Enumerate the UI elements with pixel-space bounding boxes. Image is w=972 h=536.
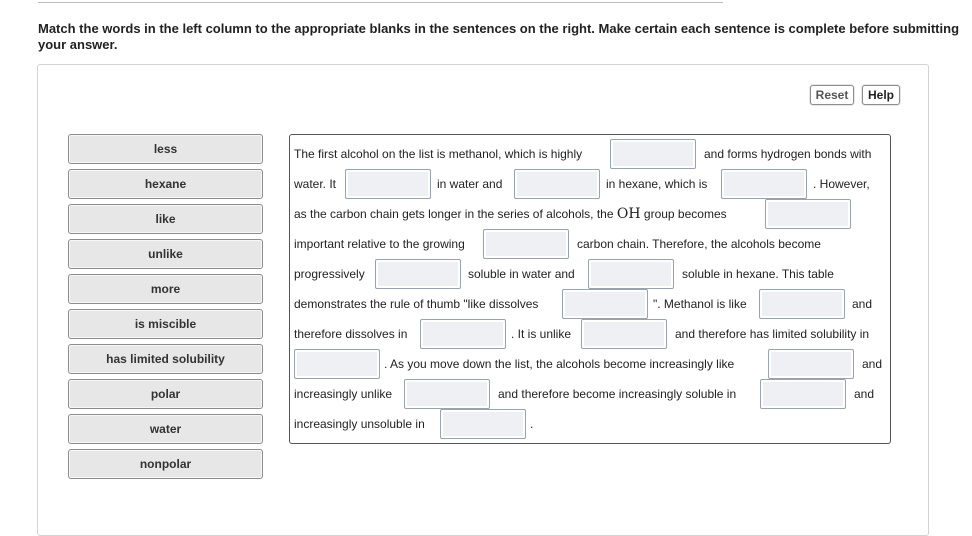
sentence-text: in water and (437, 177, 503, 191)
sentence-text: and (852, 297, 873, 311)
sentence-text: and (862, 357, 883, 371)
word-tile-water[interactable]: water (68, 414, 263, 444)
sentence-text: increasingly unlike (294, 387, 393, 401)
sentence-text: . It is unlike (511, 327, 572, 341)
sentence-text: therefore dissolves in (294, 327, 408, 341)
drop-target-9[interactable] (562, 289, 648, 319)
drop-target-3[interactable] (514, 169, 600, 199)
sentence-text: as the carbon chain gets longer in the series of alcohols, the OH group becomes (294, 206, 727, 222)
sentence-text: and (854, 387, 875, 401)
reset-button[interactable]: Reset (810, 85, 854, 105)
drop-target-7[interactable] (375, 259, 461, 289)
help-button[interactable]: Help (862, 85, 900, 105)
sentence-text: important relative to the growing (294, 237, 465, 251)
drop-target-17[interactable] (440, 409, 526, 439)
drop-target-13[interactable] (294, 349, 380, 379)
sentence-text: demonstrates the rule of thumb "like dissolves (294, 297, 539, 311)
drop-target-16[interactable] (760, 379, 846, 409)
drop-target-12[interactable] (581, 319, 667, 349)
sentence-text: soluble in water and (468, 267, 575, 281)
instructions-text: Match the words in the left column to the appropriate blanks in the sentences on the right. Make certain each sentence is complete before submitting your answer. (38, 21, 960, 52)
drop-target-8[interactable] (588, 259, 674, 289)
drop-target-11[interactable] (420, 319, 506, 349)
sentence-text: . (530, 417, 534, 431)
sentence-text: and therefore become increasingly soluble in (498, 387, 737, 401)
sentence-text: water. It (294, 177, 337, 191)
drop-target-2[interactable] (345, 169, 431, 199)
word-tile-polar[interactable]: polar (68, 379, 263, 409)
sentence-text: progressively (294, 267, 365, 281)
sentence-text: and forms hydrogen bonds with (704, 147, 872, 161)
drop-target-6[interactable] (483, 229, 569, 259)
sentence-text: The first alcohol on the list is methanol, which is highly (294, 147, 583, 161)
word-tile-like[interactable]: like (68, 204, 263, 234)
sentence-text: . However, (813, 177, 870, 191)
sentence-text: increasingly unsoluble in (294, 417, 425, 431)
drop-target-15[interactable] (404, 379, 490, 409)
sentence-text: carbon chain. Therefore, the alcohols become (577, 237, 821, 251)
drop-target-14[interactable] (768, 349, 854, 379)
word-tile-hexane[interactable]: hexane (68, 169, 263, 199)
drop-target-10[interactable] (759, 289, 845, 319)
word-tile-less[interactable]: less (68, 134, 263, 164)
drop-target-1[interactable] (610, 139, 696, 169)
word-tile-more[interactable]: more (68, 274, 263, 304)
sentence-text: . As you move down the list, the alcohols become increasingly like (384, 357, 735, 371)
sentence-text: in hexane, which is (606, 177, 708, 191)
oh-group-label: OH (616, 206, 641, 222)
drop-target-4[interactable] (721, 169, 807, 199)
word-tile-unlike[interactable]: unlike (68, 239, 263, 269)
sentence-text: ". Methanol is like (653, 297, 747, 311)
top-divider (38, 2, 723, 3)
word-tile-has-limited-solubility[interactable]: has limited solubility (68, 344, 263, 374)
word-tile-nonpolar[interactable]: nonpolar (68, 449, 263, 479)
drop-target-5[interactable] (765, 199, 851, 229)
sentence-text: soluble in hexane. This table (682, 267, 834, 281)
word-tile-is-miscible[interactable]: is miscible (68, 309, 263, 339)
sentence-text: and therefore has limited solubility in (675, 327, 870, 341)
